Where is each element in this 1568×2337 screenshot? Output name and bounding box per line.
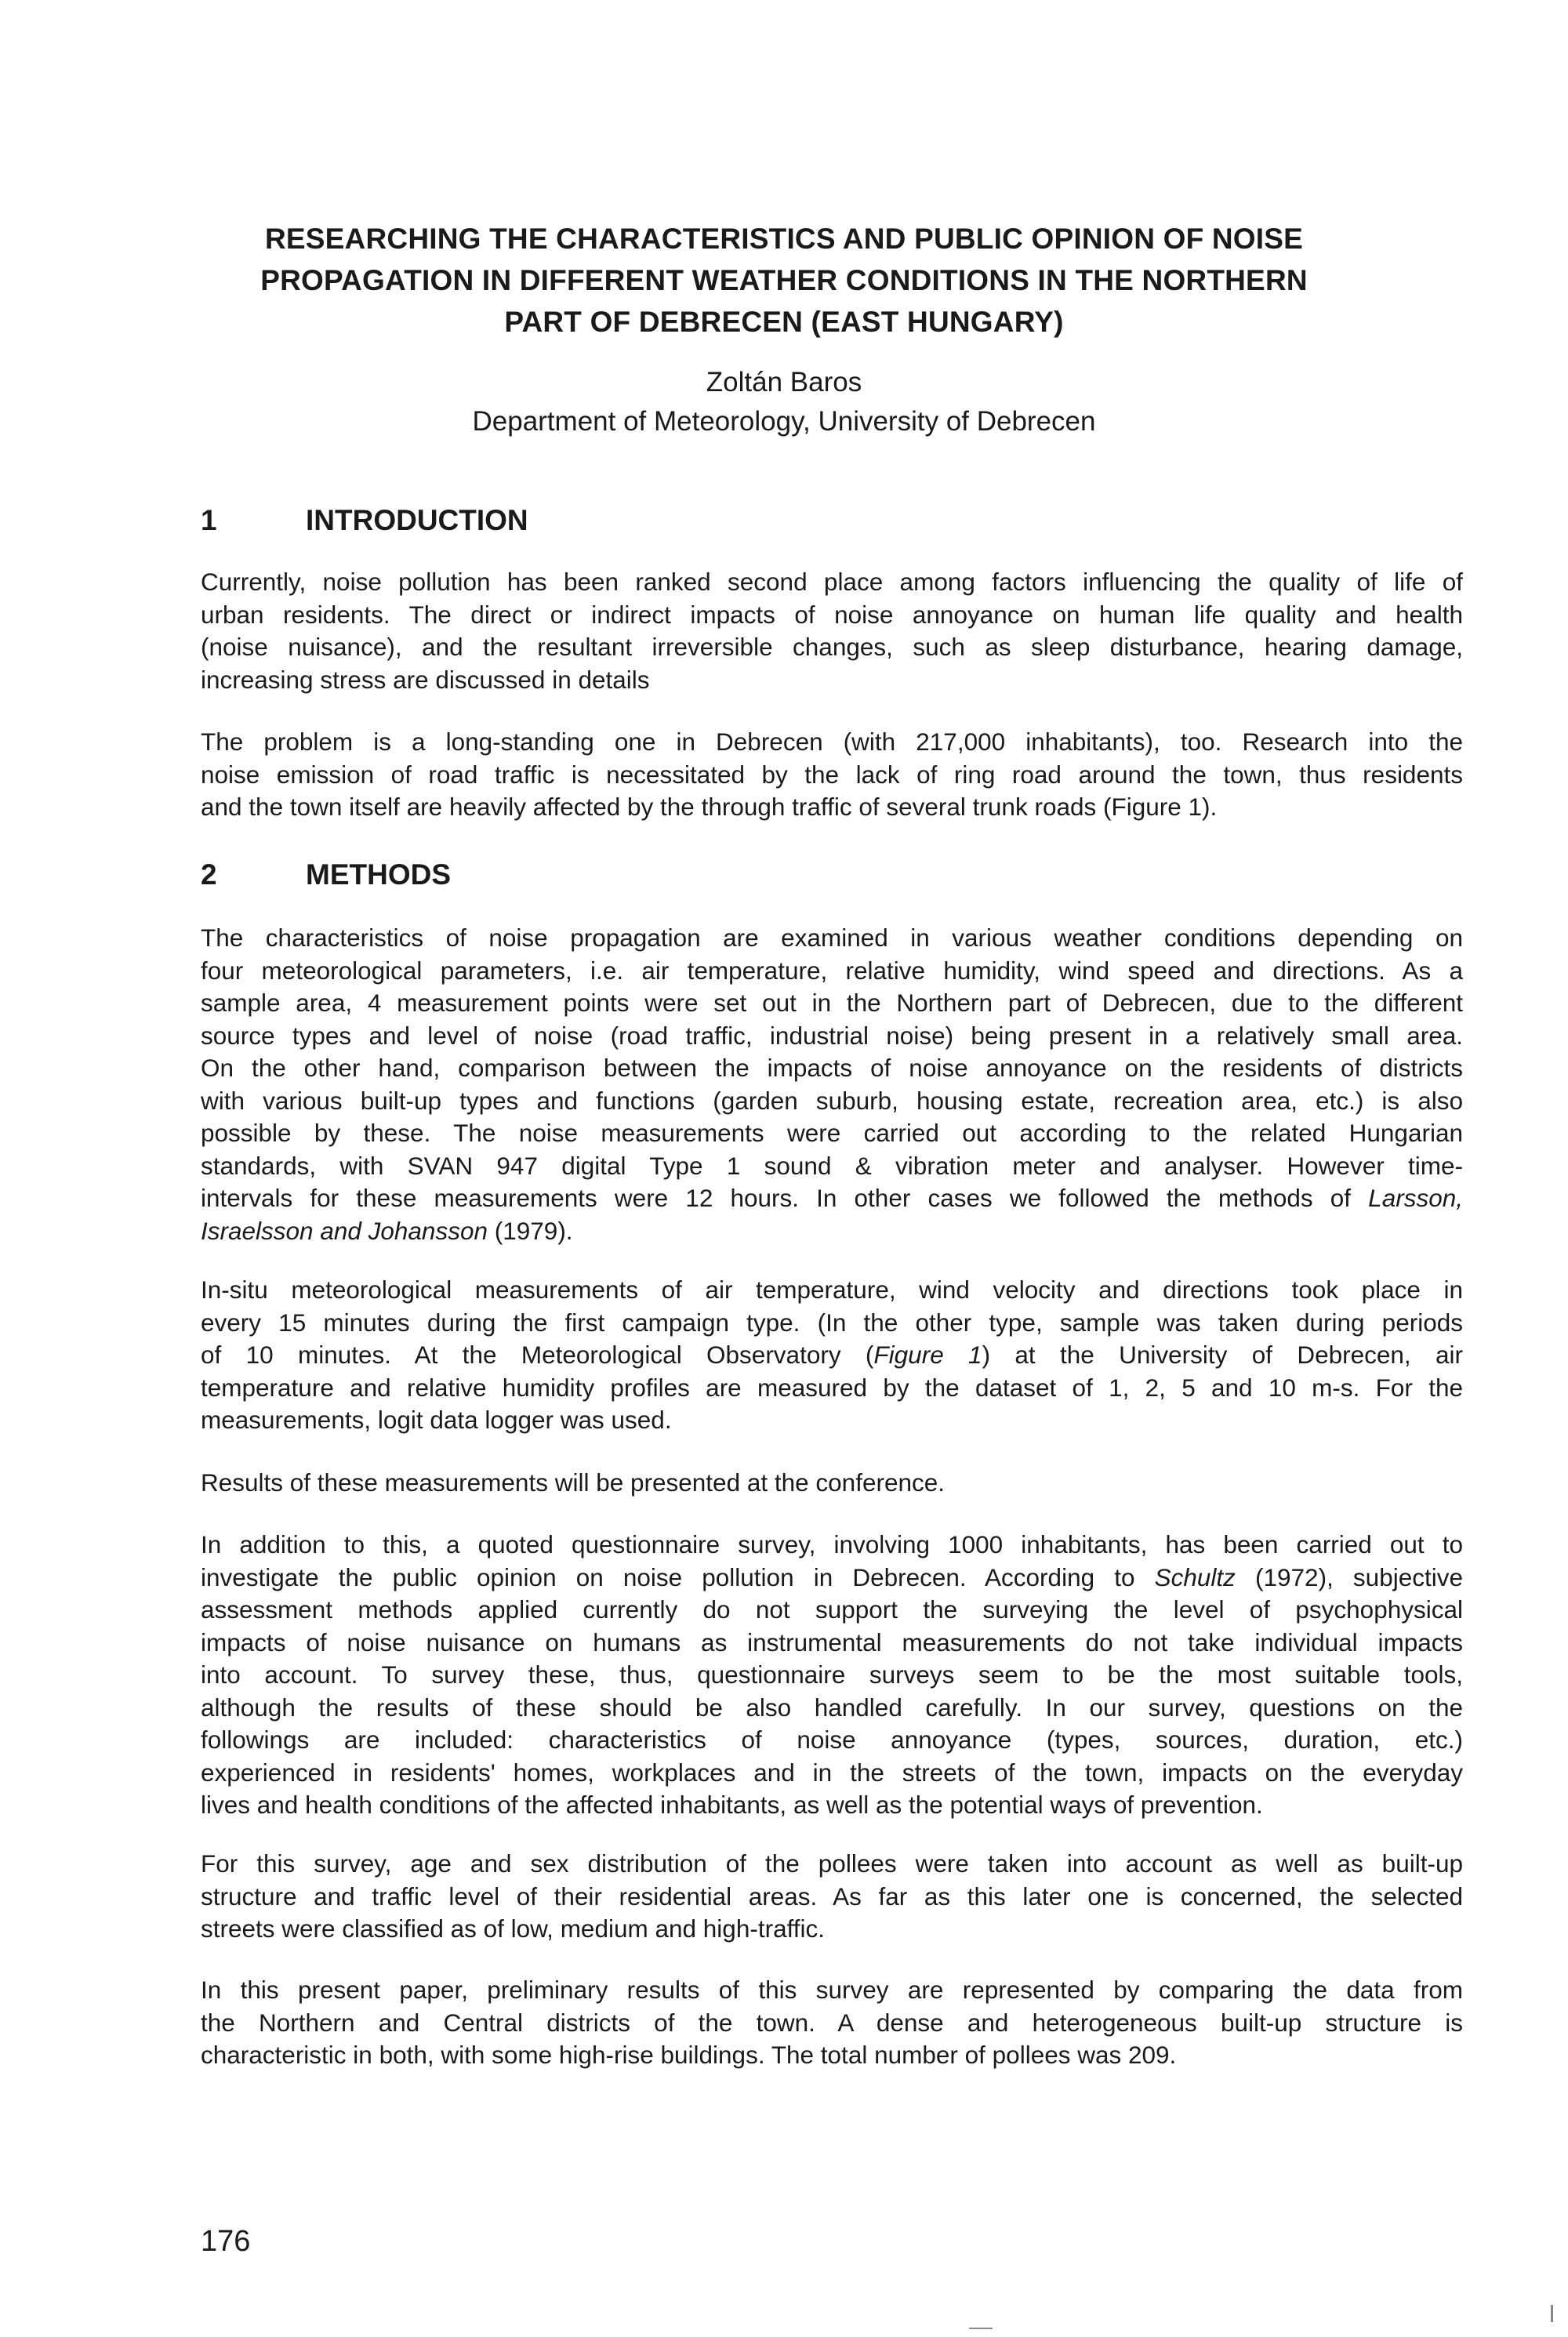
- text-line: noise emission of road traffic is necessitated by the lack of ring road around the town, thus residents: [201, 760, 1463, 789]
- text-line: investigate the public opinion on noise pollution in Debrecen. According to Schultz (1972), subjective: [201, 1562, 1463, 1591]
- text-line: although the results of these should be also handled carefully. In our survey, questions on the: [201, 1693, 1463, 1722]
- text-line: assessment methods applied currently do not support the surveying the level of psychophysical: [201, 1595, 1463, 1624]
- text-line: the Northern and Central districts of the town. A dense and heterogeneous built-up structure is: [201, 2008, 1463, 2037]
- section-title: INTRODUCTION: [306, 504, 528, 536]
- text-line: The characteristics of noise propagation are examined in various weather conditions depending on: [201, 924, 1463, 952]
- text-line: temperature and relative humidity profiles are measured by the dataset of 1, 2, 5 and 10 m-s. For the: [201, 1373, 1463, 1402]
- text-line: intervals for these measurements were 12 hours. In other cases we followed the methods of Larsson,: [201, 1184, 1463, 1212]
- section-title: METHODS: [306, 858, 451, 891]
- text-line: into account. To survey these, thus, questionnaire surveys seem to be the most suitable tools,: [201, 1660, 1463, 1689]
- title-line: PART OF DEBRECEN (EAST HUNGARY): [504, 306, 1064, 338]
- text-line: The problem is a long-standing one in Debrecen (with 217,000 inhabitants), too. Research into the: [201, 728, 1463, 756]
- text-line: source types and level of noise (road traffic, industrial noise) being present in a relatively small area.: [201, 1021, 1463, 1050]
- title-line: PROPAGATION IN DIFFERENT WEATHER CONDITIONS IN THE NORTHERN: [260, 264, 1308, 296]
- author-name: Zoltán Baros: [706, 367, 862, 397]
- text-line: In this present paper, preliminary results of this survey are represented by comparing the data from: [201, 1976, 1463, 2004]
- text-line: and the town itself are heavily affected by the through traffic of several trunk roads (Figure 1).: [201, 793, 1218, 821]
- paragraph: [201, 566, 1463, 696]
- text-line: impacts of noise nuisance on humans as instrumental measurements do not take individual impacts: [201, 1628, 1463, 1657]
- section-heading-methods: [201, 857, 451, 893]
- paragraph: [201, 922, 1463, 1247]
- text-line: (noise nuisance), and the resultant irreversible changes, such as sleep disturbance, hearing damage,: [201, 633, 1463, 661]
- text-line: of 10 minutes. At the Meteorological Observatory (Figure 1) at the University of Debrecen, air: [201, 1341, 1463, 1369]
- scan-mark: [1551, 2305, 1553, 2322]
- text-line: For this survey, age and sex distribution of the pollees were taken into account as well as built-up: [201, 1849, 1463, 1878]
- author-affiliation: Department of Meteorology, University of Debrecen: [472, 406, 1096, 437]
- text-line: possible by these. The noise measurements were carried out according to the related Hungarian: [201, 1119, 1463, 1147]
- text-line: urban residents. The direct or indirect impacts of noise annoyance on human life quality and health: [201, 600, 1463, 629]
- text-line: lives and health conditions of the affected inhabitants, as well as the potential ways of prevention.: [201, 1791, 1263, 1819]
- text-line: increasing stress are discussed in details: [201, 665, 650, 694]
- page-number: 176: [201, 2225, 251, 2258]
- title-line: RESEARCHING THE CHARACTERISTICS AND PUBLIC OPINION OF NOISE: [265, 223, 1303, 255]
- paragraph: [201, 1274, 1463, 1437]
- text-line: Israelsson and Johansson (1979).: [201, 1216, 573, 1245]
- text-line: structure and traffic level of their residential areas. As far as this later one is concerned, the selected: [201, 1882, 1463, 1911]
- text-line: In-situ meteorological measurements of air temperature, wind velocity and directions took place in: [201, 1276, 1463, 1304]
- text-line: with various built-up types and functions (garden suburb, housing estate, recreation area, etc.) is also: [201, 1086, 1463, 1115]
- text-line: four meteorological parameters, i.e. air temperature, relative humidity, wind speed and directions. As a: [201, 956, 1463, 985]
- section-number: 2: [201, 858, 217, 891]
- paragraph: [201, 1848, 1463, 1946]
- author-block: [180, 363, 1388, 441]
- text-line: measurements, logit data logger was used.: [201, 1406, 672, 1434]
- section-heading-introduction: [201, 503, 528, 539]
- text-line: streets were classified as of low, medium and high-traffic.: [201, 1914, 826, 1943]
- text-line: characteristic in both, with some high-rise buildings. The total number of pollees was 209.: [201, 2041, 1177, 2069]
- paragraph: [201, 1467, 1463, 1500]
- paragraph: [201, 1974, 1463, 2072]
- text-line: sample area, 4 measurement points were set out in the Northern part of Debrecen, due to the different: [201, 989, 1463, 1017]
- text-line: experienced in residents' homes, workplaces and in the streets of the town, impacts on the everyday: [201, 1758, 1463, 1787]
- text-line: On the other hand, comparison between the impacts of noise annoyance on the residents of districts: [201, 1054, 1463, 1082]
- paragraph: [201, 1529, 1463, 1822]
- scan-mark: [969, 2328, 993, 2329]
- text-line: standards, with SVAN 947 digital Type 1 sound & vibration meter and analyser. However time-: [201, 1151, 1463, 1180]
- paragraph: [201, 726, 1463, 824]
- text-line: In addition to this, a quoted questionnaire survey, involving 1000 inhabitants, has been carried out to: [201, 1530, 1463, 1559]
- text-line: Currently, noise pollution has been ranked second place among factors influencing the quality of life of: [201, 568, 1463, 596]
- paper-title: [180, 218, 1388, 343]
- text-line: Results of these measurements will be presented at the conference.: [201, 1468, 946, 1497]
- text-line: followings are included: characteristics of noise annoyance (types, sources, duration, etc.): [201, 1726, 1463, 1754]
- section-number: 1: [201, 504, 217, 536]
- text-line: every 15 minutes during the first campaign type. (In the other type, sample was taken during periods: [201, 1308, 1463, 1337]
